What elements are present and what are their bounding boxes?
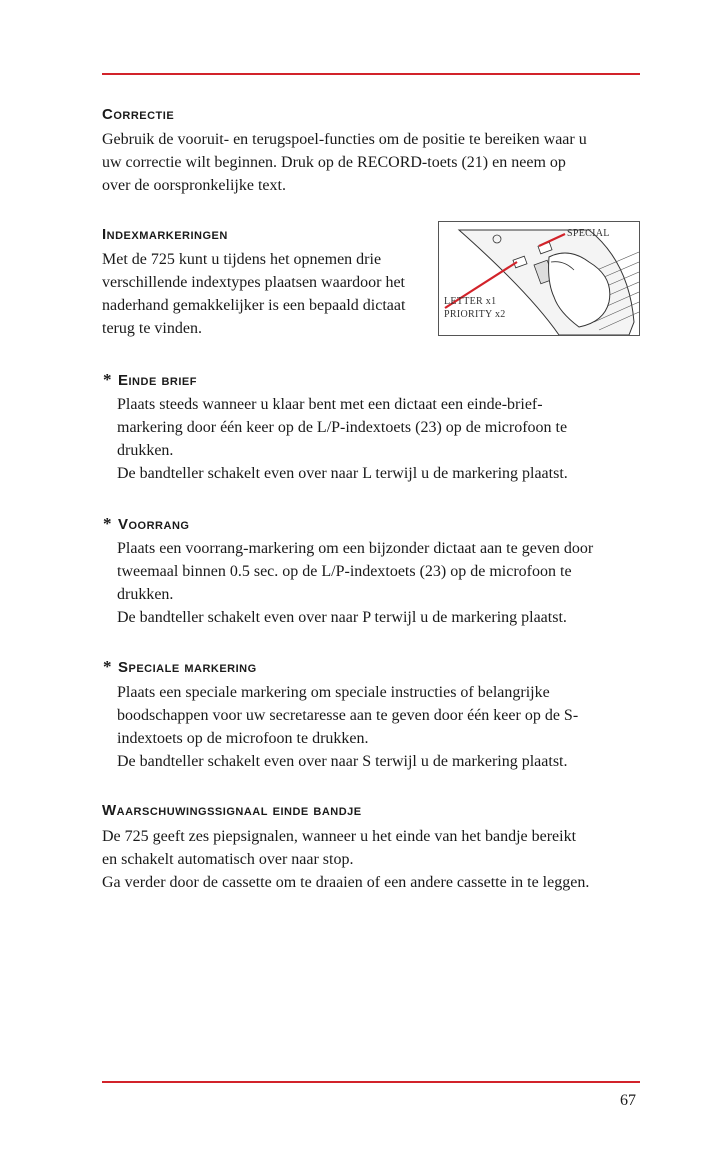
text-line: Plaats een voorrang-markering om een bijzonder dictaat aan te geven door [117,540,594,557]
bullet-asterisk: * [103,370,112,389]
text-line: drukken. [117,586,174,603]
text-line: verschillende indextypes plaatsen waardoor het [102,274,405,291]
text-line: drukken. [117,442,174,459]
label-priority: PRIORITY x2 [444,309,506,320]
text-line: Ga verder door de cassette om te draaien of een andere cassette in te leggen. [102,874,590,891]
text-line: De bandteller schakelt even over naar L terwijl u de markering plaatst. [117,465,568,482]
text-line: uw correctie wilt beginnen. Druk op de RECORD-toets (21) en neem op [102,154,566,171]
text-line: Gebruik de vooruit- en terugspoel-functies om de positie te bereiken waar u [102,131,587,148]
heading-correctie: Correctie [102,106,175,123]
top-rule [102,73,640,75]
heading-speciale-markering [103,657,257,677]
text-line: De bandteller schakelt even over naar P terwijl u de markering plaatst. [117,609,567,626]
paragraph-waarschuwing [102,825,642,894]
page-number: 67 [620,1092,636,1109]
text-line: en schakelt automatisch over naar stop. [102,851,354,868]
text-line: indextoets op de microfoon te drukken. [117,730,369,747]
label-letter: LETTER x1 [444,296,497,307]
text-line: over de oorspronkelijke text. [102,177,286,194]
heading-text: Speciale markering [118,659,257,676]
paragraph-speciale-markering [117,681,642,773]
heading-text: Voorrang [118,516,190,533]
heading-text: Einde brief [118,372,197,389]
paragraph-indexmarkeringen [102,248,432,340]
paragraph-correctie [102,128,642,197]
heading-einde-brief [103,370,197,390]
text-line: De 725 geeft zes piepsignalen, wanneer u het einde van het bandje bereikt [102,828,577,845]
text-line: boodschappen voor uw secretaresse aan te geven door één keer op de S- [117,707,579,724]
text-line: terug te vinden. [102,320,202,337]
bottom-rule [102,1081,640,1083]
text-line: tweemaal binnen 0.5 sec. op de L/P-indextoets (23) op de microfoon te [117,563,572,580]
bullet-asterisk: * [103,657,112,676]
text-line: Plaats steeds wanneer u klaar bent met een dictaat een einde-brief- [117,396,543,413]
paragraph-voorrang [117,537,642,629]
microphone-illustration [438,221,640,336]
bullet-asterisk: * [103,514,112,533]
label-special: SPECIAL [567,228,610,239]
heading-waarschuwing: Waarschuwingssignaal einde bandje [102,802,362,819]
text-line: markering door één keer op de L/P-indextoets (23) op de microfoon te [117,419,568,436]
text-line: Plaats een speciale markering om speciale instructies of belangrijke [117,684,550,701]
heading-voorrang [103,514,189,534]
heading-indexmarkeringen: Indexmarkeringen [102,226,228,243]
paragraph-einde-brief [117,393,642,485]
text-line: Met de 725 kunt u tijdens het opnemen drie [102,251,382,268]
text-line: naderhand gemakkelijker is een bepaald dictaat [102,297,406,314]
text-line: De bandteller schakelt even over naar S terwijl u de markering plaatst. [117,753,568,770]
